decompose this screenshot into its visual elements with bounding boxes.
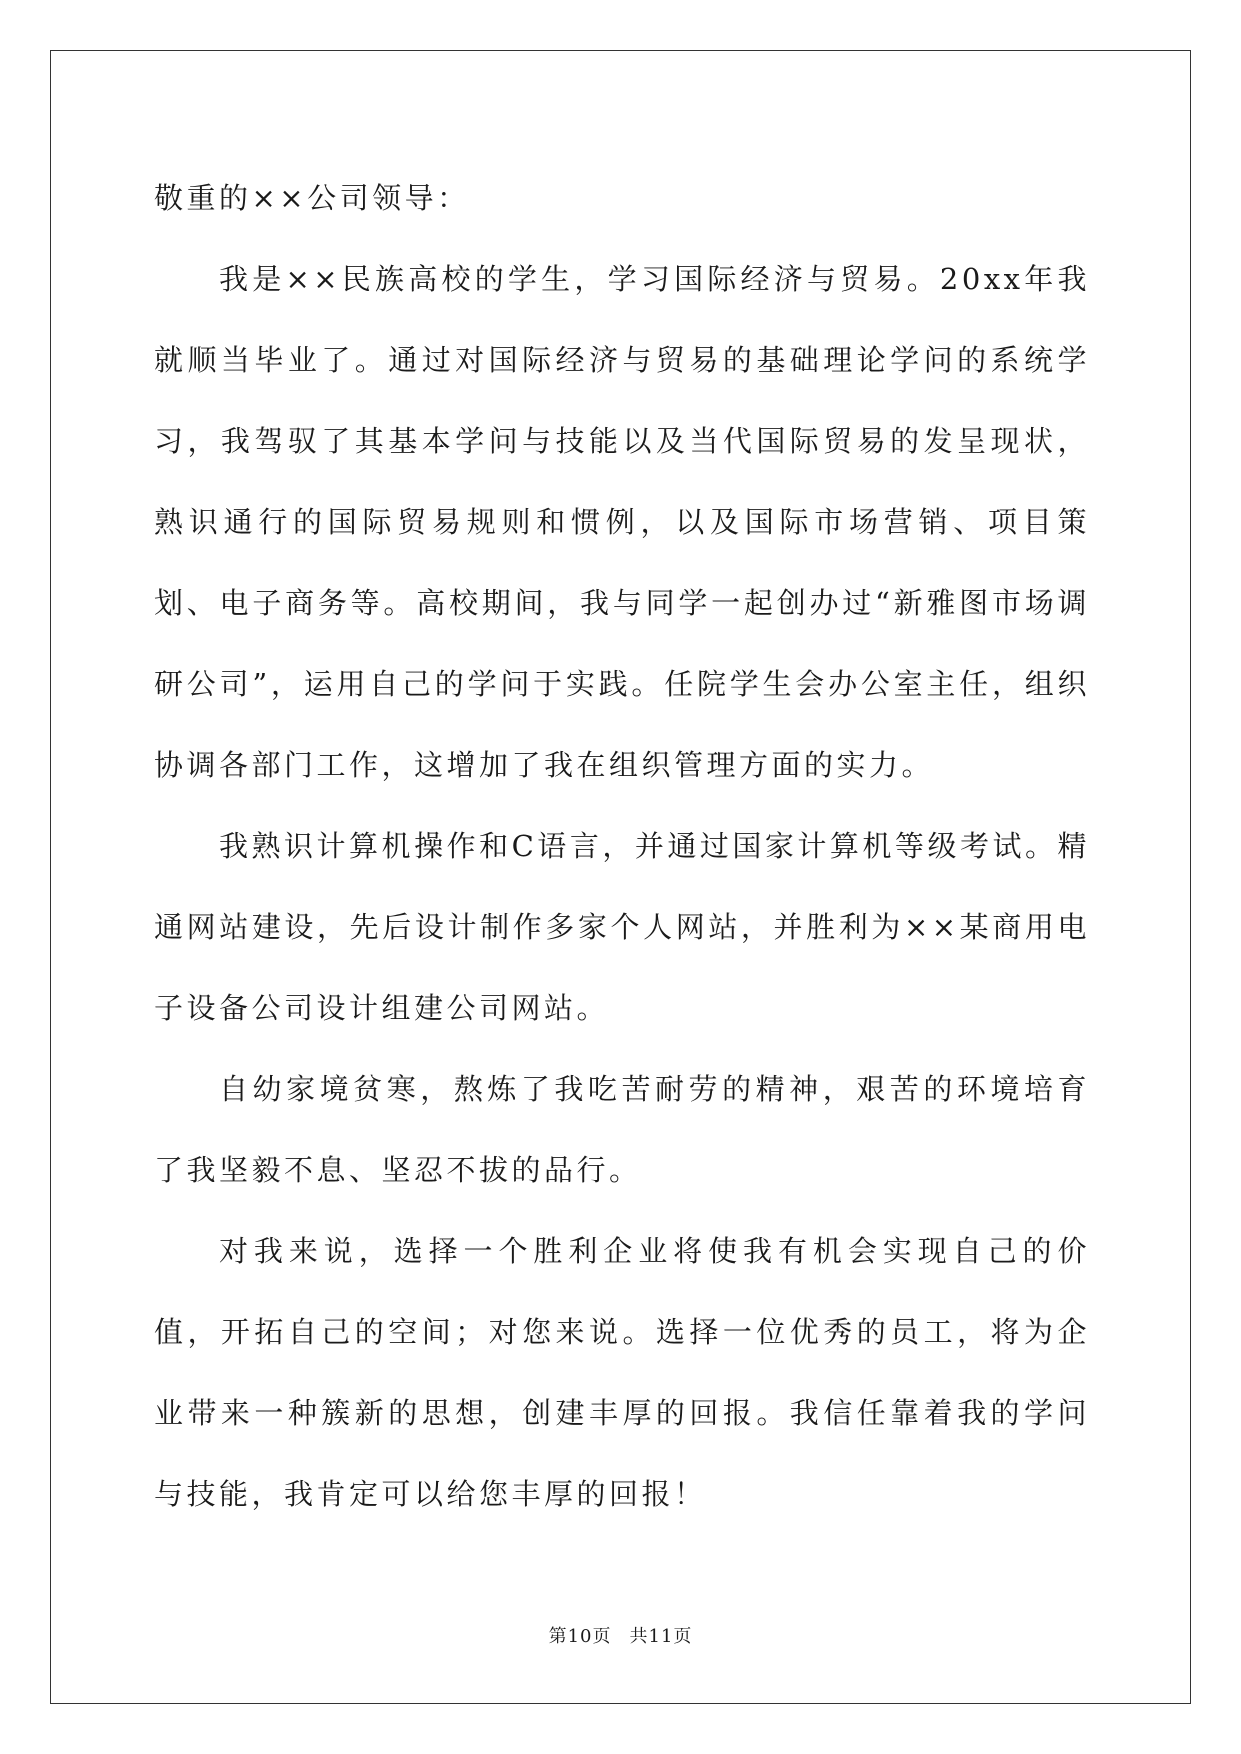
letter-body [154,158,1090,1535]
paragraph-computer-skills: 我熟识计算机操作和C语言，并通过国家计算机等级考试。精通网站建设，先后设计制作多家个人网站，并胜利为××某商用电子设备公司设计组建公司网站。 [154,829,1090,1025]
paragraph-education: 我是××民族高校的学生，学习国际经济与贸易。20xx年我就顺当毕业了。通过对国际经济与贸易的基础理论学问的系统学习，我驾驭了其基本学问与技能以及当代国际贸易的发呈现状，熟识通行的国际贸易规则和惯例，以及国际市场营销、项目策划、电子商务等。高校期间，我与同学一起创办过“新雅图市场调研公司”，运用自己的学问于实践。任院学生会办公室主任，组织协调各部门工作，这增加了我在组织管理方面的实力。 [154,262,1090,782]
current-page-number: 第10页 [548,1626,612,1647]
page-footer [0,1622,1241,1648]
salutation: 敬重的××公司领导： [154,181,470,215]
paragraph-closing: 对我来说，选择一个胜利企业将使我有机会实现自己的价值，开拓自己的空间；对您来说。选择一位优秀的员工，将为企业带来一种簇新的思想，创建丰厚的回报。我信任靠着我的学问与技能，我肯定可以给您丰厚的回报！ [154,1234,1090,1511]
total-page-count: 共11页 [629,1626,693,1647]
paragraph-character: 自幼家境贫寒，熬炼了我吃苦耐劳的精神，艰苦的环境培育了我坚毅不息、坚忍不拔的品行。 [154,1072,1090,1187]
